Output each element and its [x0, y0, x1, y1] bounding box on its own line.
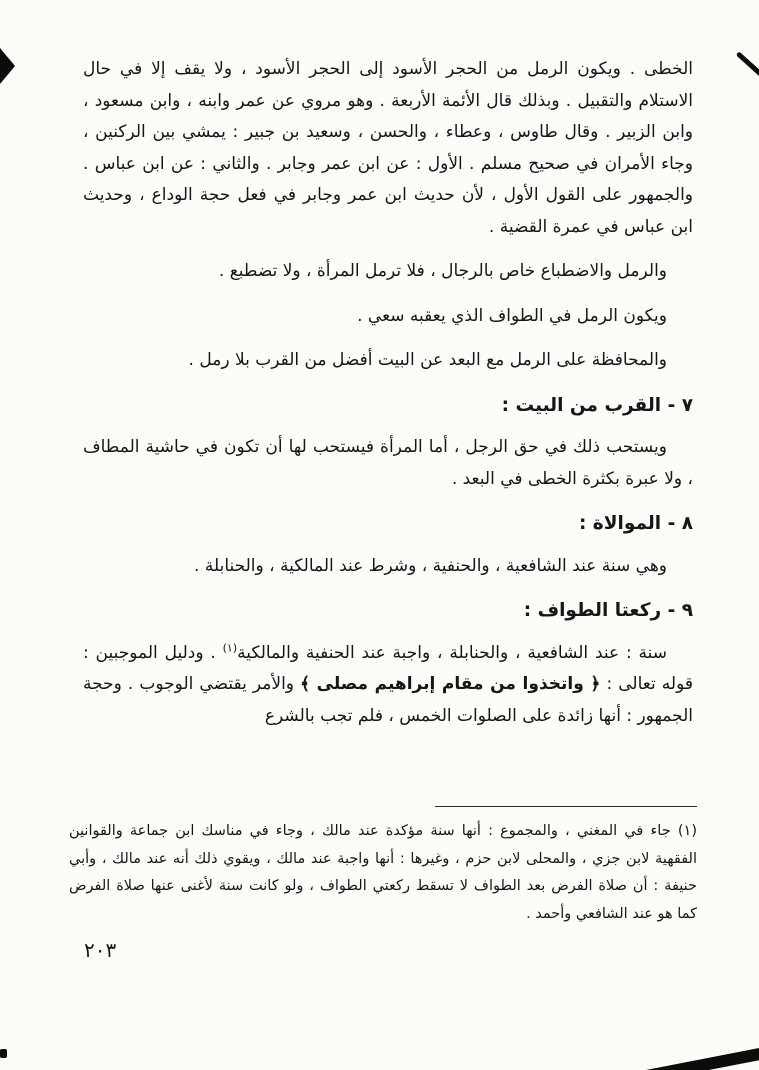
paragraph-text: . ودليل الموجبين : قوله تعالى : — [83, 642, 693, 694]
paragraph-ramal-men-only: والرمل والاضطباع خاص بالرجال ، فلا ترمل المرأة ، ولا تضطبع . — [218, 261, 667, 281]
paragraph-muwalah: وهي سنة عند الشافعية ، والحنفية ، وشرط عند المالكية ، والحنابلة . — [194, 555, 667, 576]
paragraph-ramal-continuation: الخطى . ويكون الرمل من الحجر الأسود إلى الحجر الأسود ، ولا يقف إلا في حال الاستلام والتقبيل . وبذلك قال الأئمة الأربعة . وهو مروي عن عمر وابنه ، وابن مسعود ، وابن الزبير . وقال طاوس ، وعطاء ، والحسن ، وسعيد بن جبير : يمشي بين الركنين ، وجاء الأمران في صحيح مسلم . الأول : عن ابن عمر وجابر . والثاني : عن ابن عباس . والجمهور على القول الأول ، لأن حديث ابن عمر وجابر في فعل حجة الوداع ، وحديث ابن عباس في عمرة القضية . — [83, 59, 693, 237]
paragraph-text: سنة : عند الشافعية ، والحنابلة ، واجبة عند الحنفية والمالكية — [237, 642, 668, 663]
paragraph-ramal-distance: والمحافظة على الرمل مع البعد عن البيت أفضل من القرب بلا رمل . — [188, 350, 667, 370]
quran-quote: ﴿ واتخذوا من مقام إبراهيم مصلى ﴾ — [300, 674, 601, 694]
footnote-area — [69, 806, 697, 928]
scan-artifact — [736, 51, 759, 77]
page-body — [83, 54, 693, 745]
paragraph-rakata-tawaf — [83, 638, 693, 733]
footnote-text — [69, 818, 697, 928]
scan-artifact — [623, 1046, 759, 1070]
section-heading-7-qurb: ٧ - القرب من البيت : — [501, 394, 693, 416]
footnote-number: (١) — [677, 823, 698, 839]
section-heading-9-rakata-tawaf: ٩ - ركعتا الطواف : — [523, 600, 693, 621]
footnote-separator — [435, 806, 697, 807]
paragraph-text: والأمر يقتضي الوجوب . وحجة الجمهور : أنها زائدة على الصلوات الخمس ، فلم تجب بالشرع — [83, 674, 693, 726]
page-number: ٢٠٣ — [84, 938, 117, 962]
paragraph-ramal-tawaf-say: ويكون الرمل في الطواف الذي يعقبه سعي . — [357, 305, 667, 326]
paragraph-qurb: ويستحب ذلك في حق الرجل ، أما المرأة فيستحب لها أن تكون في حاشية المطاف ، ولا عبرة بكثرة الخطى في البعد . — [83, 437, 693, 489]
footnote-body: جاء في المغني ، والمجموع : أنها سنة مؤكدة عند مالك ، وجاء في مناسك ابن جماعة والقوانين الفقهية لابن جزي ، والمحلى لابن حزم ، وغيرها : أنها واجبة عند مالك ، ويقوي ذلك أنه عند مالك ، وأبي حنيفة : أن صلاة الفرض بعد الطواف لا تسقط ركعتي الطواف ، ولو كانت سنة لأغنى عنها صلاة الفرض كما هو عند الشافعي وأحمد . — [69, 823, 697, 922]
scan-artifact — [0, 1049, 7, 1058]
scan-artifact — [0, 48, 15, 84]
footnote-reference-marker: (١) — [222, 640, 238, 654]
section-heading-8-muwalah: ٨ - الموالاة : — [578, 513, 693, 534]
